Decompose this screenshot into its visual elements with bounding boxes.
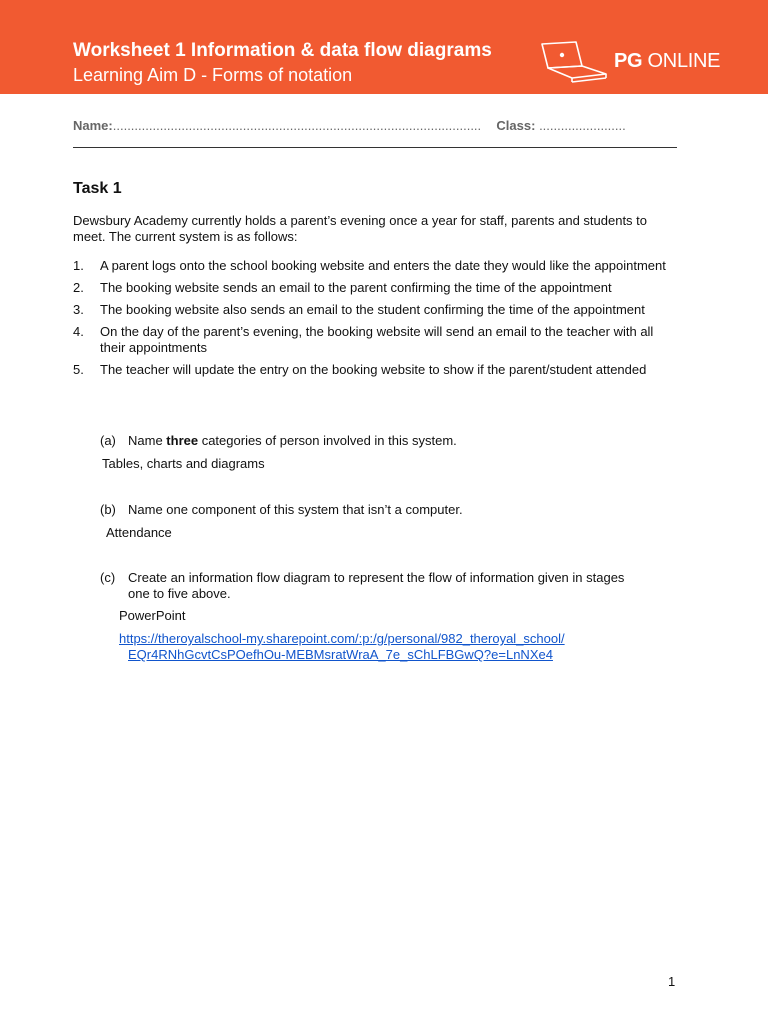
steps-list xyxy=(73,258,673,384)
answer-b[interactable]: Attendance xyxy=(106,525,172,540)
task-title: Task 1 xyxy=(73,180,122,197)
step-number: 4. xyxy=(73,324,84,339)
worksheet-title: Worksheet 1 Information & data flow diagrams xyxy=(73,40,492,61)
header-banner xyxy=(0,0,768,94)
answer-c[interactable]: PowerPoint xyxy=(119,608,186,623)
step-text: The booking website also sends an email to the student confirming the time of the appointment xyxy=(100,302,645,317)
step-text: On the day of the parent’s evening, the booking website will send an email to the teacher with all their appointments xyxy=(100,324,654,355)
laptop-icon xyxy=(536,40,612,84)
question-label: (b) xyxy=(100,502,116,517)
question-label: (c) xyxy=(100,570,116,585)
class-label: Class: xyxy=(496,118,536,133)
list-item xyxy=(73,324,673,356)
name-class-row xyxy=(73,118,677,133)
question-text: Create an information flow diagram to represent the flow of information given in stages one to five above. xyxy=(128,570,625,601)
question-text: Name three categories of person involved in this system. xyxy=(128,433,457,448)
class-field[interactable]: ........................ xyxy=(539,118,626,133)
question-text: Name one component of this system that isn’t a computer. xyxy=(128,502,463,517)
step-number: 5. xyxy=(73,362,84,377)
step-text: A parent logs onto the school booking website and enters the date they would like the appointment xyxy=(100,258,666,273)
question-a xyxy=(100,433,660,449)
list-item xyxy=(73,258,673,274)
name-field[interactable]: ...................................................................................................... xyxy=(112,118,482,133)
answer-a[interactable]: Tables, charts and diagrams xyxy=(102,456,265,471)
list-item xyxy=(73,280,673,296)
worksheet-subtitle: Learning Aim D - Forms of notation xyxy=(73,65,353,85)
name-label: Name: xyxy=(73,118,113,133)
step-number: 1. xyxy=(73,258,84,273)
page-number: 1 xyxy=(668,974,676,989)
logo-text: PG ONLINE xyxy=(614,50,721,72)
list-item xyxy=(73,362,673,378)
question-b xyxy=(100,502,660,518)
question-label: (a) xyxy=(100,433,116,448)
pg-online-logo xyxy=(536,40,736,84)
list-item xyxy=(73,302,673,318)
task-intro: Dewsbury Academy currently holds a parent’s evening once a year for staff, parents and students to meet. The current system is as follows: xyxy=(73,213,648,244)
step-number: 2. xyxy=(73,280,84,295)
divider xyxy=(73,147,677,148)
step-text: The teacher will update the entry on the booking website to show if the parent/student attended xyxy=(100,362,647,377)
sharepoint-link[interactable]: https://theroyalschool-my.sharepoint.com/:p:/g/personal/982_theroyal_school/ EQr4RNhGcvtCsPOefhOu-MEBMsratWraA_7e_sChLFBGwQ?e=LnNXe4 xyxy=(119,631,565,662)
step-text: The booking website sends an email to the parent confirming the time of the appointment xyxy=(100,280,612,295)
question-c xyxy=(100,570,640,602)
step-number: 3. xyxy=(73,302,84,317)
